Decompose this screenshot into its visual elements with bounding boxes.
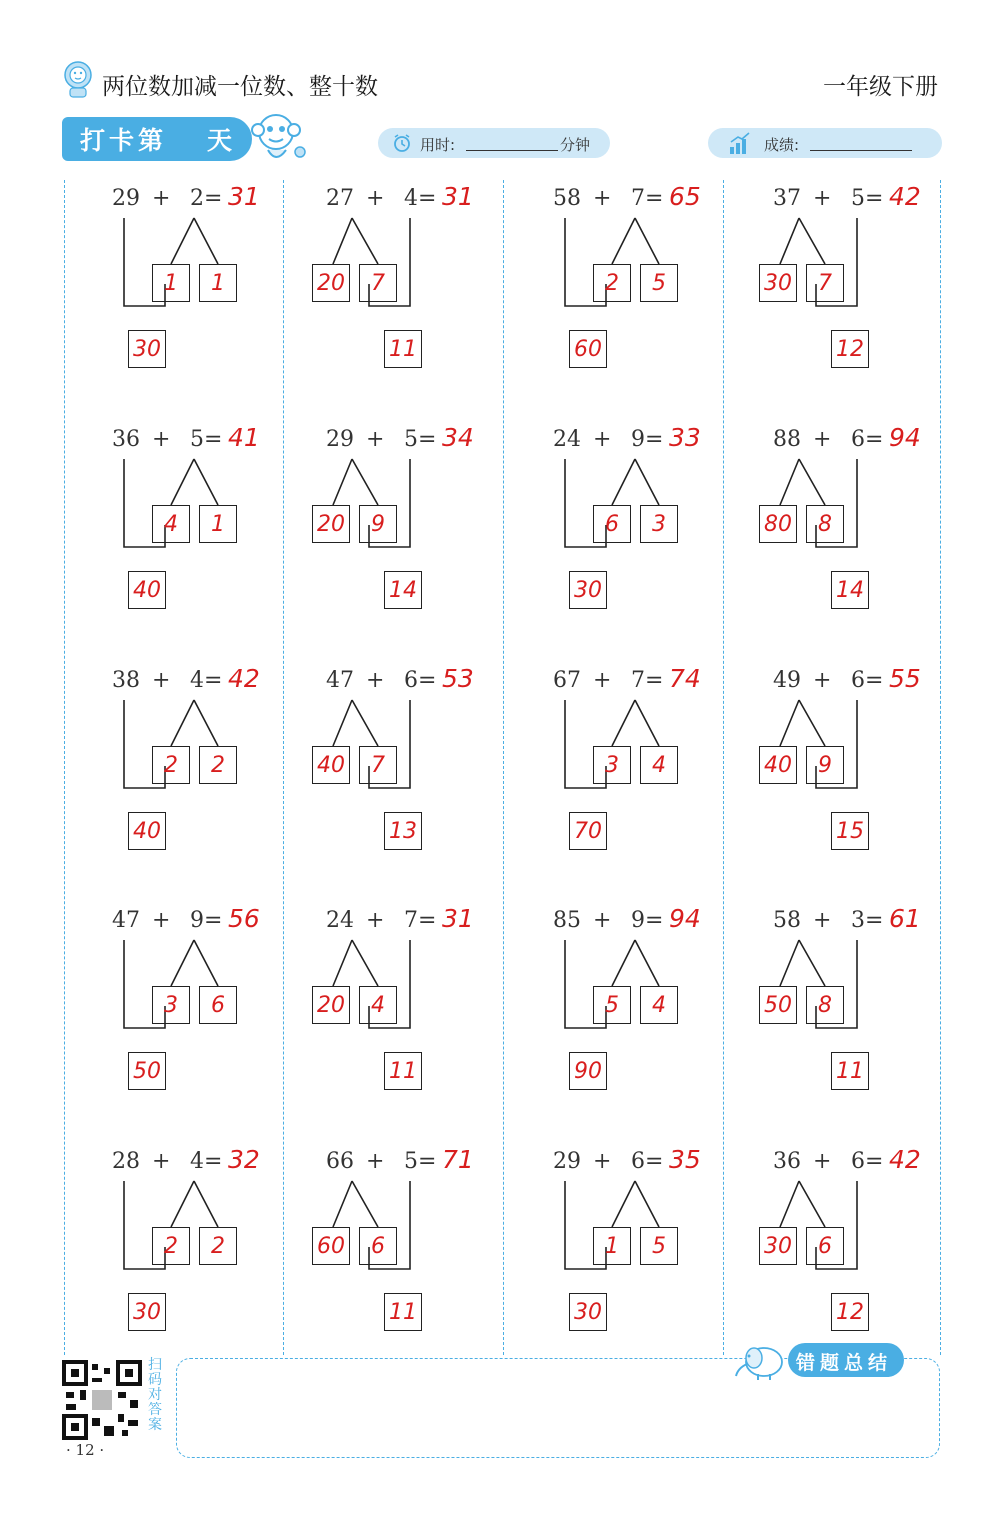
problem-block bbox=[553, 1145, 723, 1339]
partial-sum-box-value: 15 bbox=[836, 818, 864, 844]
problem-block bbox=[553, 664, 723, 858]
part-box-value: 8 bbox=[818, 511, 832, 537]
partial-sum-box[interactable] bbox=[128, 330, 166, 368]
addend-a: 24 bbox=[553, 427, 581, 452]
part-box-value: 20 bbox=[317, 992, 345, 1018]
partial-sum-box[interactable] bbox=[384, 330, 422, 368]
addend-b: 6 bbox=[851, 1149, 865, 1174]
part-box[interactable] bbox=[806, 264, 844, 302]
part-box[interactable] bbox=[806, 1227, 844, 1265]
addend-a: 37 bbox=[773, 186, 801, 211]
part-box[interactable] bbox=[199, 505, 237, 543]
problem-block bbox=[764, 904, 943, 1098]
answer-text: 56 bbox=[228, 904, 260, 933]
time-label: 用时: bbox=[420, 136, 456, 154]
part-box-value: 50 bbox=[764, 992, 792, 1018]
part-box-value: 7 bbox=[818, 270, 832, 296]
part-box[interactable] bbox=[640, 505, 678, 543]
part-box[interactable] bbox=[152, 1227, 190, 1265]
addend-a: 36 bbox=[112, 427, 140, 452]
equals-sign: = bbox=[418, 668, 437, 693]
part-box-value: 3 bbox=[164, 992, 178, 1018]
addend-a: 24 bbox=[326, 908, 354, 933]
equals-sign: = bbox=[645, 1149, 664, 1174]
part-box-value: 6 bbox=[605, 511, 619, 537]
part-box-value: 6 bbox=[371, 1233, 385, 1259]
part-box[interactable] bbox=[312, 264, 350, 302]
partial-sum-box[interactable] bbox=[569, 1052, 607, 1090]
plus-sign: + bbox=[593, 668, 612, 693]
answer-text: 74 bbox=[669, 664, 701, 693]
part-box[interactable] bbox=[640, 986, 678, 1024]
part-box-value: 1 bbox=[211, 270, 225, 296]
answer-text: 53 bbox=[442, 664, 474, 693]
problem-block bbox=[112, 182, 282, 376]
part-box-value: 9 bbox=[371, 511, 385, 537]
elephant-icon bbox=[732, 1338, 788, 1382]
plus-sign: + bbox=[813, 427, 832, 452]
partial-sum-box-value: 90 bbox=[574, 1058, 602, 1084]
part-box-value: 1 bbox=[605, 1233, 619, 1259]
part-box-value: 5 bbox=[652, 1233, 666, 1259]
plus-sign: + bbox=[813, 908, 832, 933]
part-box-value: 40 bbox=[764, 752, 792, 778]
addend-b: 6 bbox=[851, 427, 865, 452]
part-box[interactable] bbox=[152, 986, 190, 1024]
part-box[interactable] bbox=[199, 746, 237, 784]
addend-a: 28 bbox=[112, 1149, 140, 1174]
answer-text: 33 bbox=[669, 423, 701, 452]
part-box[interactable] bbox=[806, 986, 844, 1024]
addend-b: 5 bbox=[404, 427, 418, 452]
part-box[interactable] bbox=[199, 264, 237, 302]
part-box[interactable] bbox=[359, 505, 397, 543]
equals-sign: = bbox=[418, 1149, 437, 1174]
part-box-value: 20 bbox=[317, 270, 345, 296]
plus-sign: + bbox=[152, 1149, 171, 1174]
bar-chart-icon bbox=[728, 130, 752, 156]
equals-sign: = bbox=[865, 908, 884, 933]
problem-block bbox=[764, 1145, 943, 1339]
partial-sum-box-value: 70 bbox=[574, 818, 602, 844]
part-box-value: 5 bbox=[605, 992, 619, 1018]
partial-sum-box[interactable] bbox=[569, 812, 607, 850]
equals-sign: = bbox=[865, 1149, 884, 1174]
addend-b: 7 bbox=[631, 668, 645, 693]
part-box-value: 30 bbox=[764, 1233, 792, 1259]
addend-a: 36 bbox=[773, 1149, 801, 1174]
plus-sign: + bbox=[813, 668, 832, 693]
equals-sign: = bbox=[645, 668, 664, 693]
part-box-value: 7 bbox=[371, 270, 385, 296]
answer-text: 42 bbox=[889, 182, 921, 211]
addend-a: 47 bbox=[326, 668, 354, 693]
part-box[interactable] bbox=[806, 505, 844, 543]
equals-sign: = bbox=[645, 427, 664, 452]
partial-sum-box[interactable] bbox=[831, 330, 869, 368]
part-box-value: 20 bbox=[317, 511, 345, 537]
addend-a: 67 bbox=[553, 668, 581, 693]
part-box[interactable] bbox=[640, 746, 678, 784]
column-divider bbox=[503, 180, 504, 1355]
part-box[interactable] bbox=[759, 505, 797, 543]
lion-logo-icon bbox=[62, 60, 94, 98]
partial-sum-box[interactable] bbox=[384, 812, 422, 850]
partial-sum-box[interactable] bbox=[831, 1293, 869, 1331]
answer-text: 31 bbox=[228, 182, 260, 211]
column-divider bbox=[283, 180, 284, 1355]
partial-sum-box-value: 13 bbox=[389, 818, 417, 844]
partial-sum-box[interactable] bbox=[831, 571, 869, 609]
equals-sign: = bbox=[204, 1149, 223, 1174]
part-box[interactable] bbox=[759, 1227, 797, 1265]
problem-block bbox=[317, 664, 496, 858]
problem-block bbox=[764, 423, 943, 617]
part-box-value: 8 bbox=[818, 992, 832, 1018]
part-box[interactable] bbox=[593, 746, 631, 784]
plus-sign: + bbox=[593, 427, 612, 452]
partial-sum-box[interactable] bbox=[128, 1293, 166, 1331]
addend-b: 4 bbox=[404, 186, 418, 211]
partial-sum-box[interactable] bbox=[831, 1052, 869, 1090]
equals-sign: = bbox=[418, 186, 437, 211]
addend-b: 7 bbox=[404, 908, 418, 933]
addend-b: 2 bbox=[190, 186, 204, 211]
part-box[interactable] bbox=[359, 986, 397, 1024]
plus-sign: + bbox=[152, 668, 171, 693]
part-box-value: 3 bbox=[605, 752, 619, 778]
plus-sign: + bbox=[366, 668, 385, 693]
addend-b: 9 bbox=[190, 908, 204, 933]
answer-text: 34 bbox=[442, 423, 474, 452]
partial-sum-box[interactable] bbox=[128, 1052, 166, 1090]
answer-text: 94 bbox=[889, 423, 921, 452]
part-box[interactable] bbox=[806, 746, 844, 784]
addend-a: 29 bbox=[326, 427, 354, 452]
part-box[interactable] bbox=[152, 505, 190, 543]
problem-block bbox=[553, 182, 723, 376]
addend-b: 4 bbox=[190, 668, 204, 693]
problem-block bbox=[764, 664, 943, 858]
partial-sum-box[interactable] bbox=[384, 1052, 422, 1090]
addend-a: 27 bbox=[326, 186, 354, 211]
problem-block bbox=[112, 904, 282, 1098]
equals-sign: = bbox=[865, 186, 884, 211]
part-box[interactable] bbox=[199, 1227, 237, 1265]
addend-a: 47 bbox=[112, 908, 140, 933]
equals-sign: = bbox=[204, 908, 223, 933]
answer-text: 41 bbox=[228, 423, 260, 452]
partial-sum-box[interactable] bbox=[128, 571, 166, 609]
part-box[interactable] bbox=[312, 986, 350, 1024]
partial-sum-box-value: 11 bbox=[389, 336, 417, 362]
partial-sum-box[interactable] bbox=[831, 812, 869, 850]
addend-b: 9 bbox=[631, 427, 645, 452]
plus-sign: + bbox=[366, 908, 385, 933]
partial-sum-box[interactable] bbox=[569, 330, 607, 368]
answer-text: 42 bbox=[889, 1145, 921, 1174]
answer-text: 35 bbox=[669, 1145, 701, 1174]
addend-b: 9 bbox=[631, 908, 645, 933]
part-box[interactable] bbox=[312, 505, 350, 543]
partial-sum-box-value: 30 bbox=[133, 1299, 161, 1325]
addend-a: 66 bbox=[326, 1149, 354, 1174]
problem-block bbox=[553, 423, 723, 617]
problem-block bbox=[317, 182, 496, 376]
problem-block bbox=[553, 904, 723, 1098]
qr-code-icon bbox=[62, 1360, 142, 1440]
part-box[interactable] bbox=[312, 746, 350, 784]
part-box-value: 2 bbox=[164, 752, 178, 778]
answer-text: 71 bbox=[442, 1145, 474, 1174]
plus-sign: + bbox=[593, 1149, 612, 1174]
partial-sum-box-value: 11 bbox=[389, 1058, 417, 1084]
part-box[interactable] bbox=[640, 264, 678, 302]
problem-block bbox=[317, 423, 496, 617]
part-box[interactable] bbox=[759, 746, 797, 784]
part-box[interactable] bbox=[593, 264, 631, 302]
addend-b: 3 bbox=[851, 908, 865, 933]
part-box-value: 4 bbox=[371, 992, 385, 1018]
part-box-value: 1 bbox=[211, 511, 225, 537]
part-box[interactable] bbox=[152, 264, 190, 302]
monkey-mascot-icon bbox=[246, 108, 312, 168]
plus-sign: + bbox=[366, 186, 385, 211]
part-box-value: 40 bbox=[317, 752, 345, 778]
grade-label: 一年级下册 bbox=[823, 74, 938, 100]
plus-sign: + bbox=[366, 1149, 385, 1174]
answer-text: 31 bbox=[442, 182, 474, 211]
addend-b: 6 bbox=[631, 1149, 645, 1174]
part-box-value: 4 bbox=[164, 511, 178, 537]
addend-a: 85 bbox=[553, 908, 581, 933]
part-box-value: 7 bbox=[371, 752, 385, 778]
partial-sum-box-value: 14 bbox=[836, 577, 864, 603]
equals-sign: = bbox=[865, 668, 884, 693]
equals-sign: = bbox=[418, 427, 437, 452]
partial-sum-box[interactable] bbox=[128, 812, 166, 850]
partial-sum-box-value: 11 bbox=[836, 1058, 864, 1084]
partial-sum-box[interactable] bbox=[569, 571, 607, 609]
answer-text: 32 bbox=[228, 1145, 260, 1174]
addend-b: 5 bbox=[190, 427, 204, 452]
part-box-value: 6 bbox=[818, 1233, 832, 1259]
problem-block bbox=[764, 182, 943, 376]
part-box-value: 5 bbox=[652, 270, 666, 296]
addend-a: 58 bbox=[553, 186, 581, 211]
part-box-value: 2 bbox=[211, 1233, 225, 1259]
addend-a: 38 bbox=[112, 668, 140, 693]
plus-sign: + bbox=[813, 1149, 832, 1174]
part-box[interactable] bbox=[359, 1227, 397, 1265]
mistake-summary-label: 错题总结 bbox=[796, 1352, 893, 1374]
part-box[interactable] bbox=[593, 986, 631, 1024]
addend-b: 5 bbox=[851, 186, 865, 211]
partial-sum-box-value: 14 bbox=[389, 577, 417, 603]
part-box[interactable] bbox=[759, 986, 797, 1024]
equals-sign: = bbox=[865, 427, 884, 452]
addend-b: 7 bbox=[631, 186, 645, 211]
checkin-label: 打卡第 bbox=[80, 126, 168, 155]
part-box-value: 9 bbox=[818, 752, 832, 778]
part-box-value: 2 bbox=[211, 752, 225, 778]
partial-sum-box[interactable] bbox=[384, 1293, 422, 1331]
part-box-value: 6 bbox=[211, 992, 225, 1018]
addend-a: 29 bbox=[553, 1149, 581, 1174]
plus-sign: + bbox=[366, 427, 385, 452]
part-box[interactable] bbox=[152, 746, 190, 784]
column-divider bbox=[64, 180, 65, 1355]
plus-sign: + bbox=[593, 186, 612, 211]
part-box-value: 4 bbox=[652, 992, 666, 1018]
page-number: · 12 · bbox=[66, 1441, 105, 1459]
equals-sign: = bbox=[645, 186, 664, 211]
addend-b: 6 bbox=[851, 668, 865, 693]
addend-b: 5 bbox=[404, 1149, 418, 1174]
problem-block bbox=[317, 1145, 496, 1339]
equals-sign: = bbox=[645, 908, 664, 933]
addend-b: 4 bbox=[190, 1149, 204, 1174]
part-box[interactable] bbox=[593, 1227, 631, 1265]
part-box-value: 2 bbox=[605, 270, 619, 296]
score-input-line[interactable] bbox=[810, 136, 912, 151]
answer-text: 94 bbox=[669, 904, 701, 933]
page-title: 两位数加减一位数、整十数 bbox=[102, 74, 378, 100]
problem-block bbox=[112, 423, 282, 617]
plus-sign: + bbox=[152, 427, 171, 452]
plus-sign: + bbox=[152, 908, 171, 933]
plus-sign: + bbox=[593, 908, 612, 933]
answer-text: 31 bbox=[442, 904, 474, 933]
part-box[interactable] bbox=[640, 1227, 678, 1265]
score-label: 成绩: bbox=[764, 136, 800, 154]
part-box-value: 2 bbox=[164, 1233, 178, 1259]
partial-sum-box-value: 40 bbox=[133, 577, 161, 603]
answer-text: 65 bbox=[669, 182, 701, 211]
part-box[interactable] bbox=[759, 264, 797, 302]
partial-sum-box-value: 30 bbox=[133, 336, 161, 362]
answer-text: 61 bbox=[889, 904, 921, 933]
plus-sign: + bbox=[152, 186, 171, 211]
addend-a: 29 bbox=[112, 186, 140, 211]
time-input-line[interactable] bbox=[466, 136, 558, 151]
scan-answer-label: 扫码对答案 bbox=[148, 1357, 162, 1433]
checkin-day-label: 天 bbox=[207, 126, 233, 155]
partial-sum-box[interactable] bbox=[384, 571, 422, 609]
part-box-value: 3 bbox=[652, 511, 666, 537]
partial-sum-box[interactable] bbox=[569, 1293, 607, 1331]
plus-sign: + bbox=[813, 186, 832, 211]
part-box-value: 1 bbox=[164, 270, 178, 296]
answer-text: 42 bbox=[228, 664, 260, 693]
problem-block bbox=[112, 664, 282, 858]
equals-sign: = bbox=[204, 427, 223, 452]
partial-sum-box-value: 30 bbox=[574, 1299, 602, 1325]
partial-sum-box-value: 11 bbox=[389, 1299, 417, 1325]
partial-sum-box-value: 40 bbox=[133, 818, 161, 844]
part-box[interactable] bbox=[593, 505, 631, 543]
addend-b: 6 bbox=[404, 668, 418, 693]
answer-text: 55 bbox=[889, 664, 921, 693]
time-unit: 分钟 bbox=[560, 136, 591, 154]
part-box[interactable] bbox=[359, 264, 397, 302]
problem-block bbox=[317, 904, 496, 1098]
part-box-value: 4 bbox=[652, 752, 666, 778]
partial-sum-box-value: 30 bbox=[574, 577, 602, 603]
equals-sign: = bbox=[204, 186, 223, 211]
addend-a: 49 bbox=[773, 668, 801, 693]
alarm-clock-icon bbox=[392, 133, 412, 153]
column-divider bbox=[723, 180, 724, 1355]
addend-a: 88 bbox=[773, 427, 801, 452]
partial-sum-box-value: 12 bbox=[836, 1299, 864, 1325]
part-box[interactable] bbox=[312, 1227, 350, 1265]
part-box-value: 80 bbox=[764, 511, 792, 537]
part-box-value: 30 bbox=[764, 270, 792, 296]
partial-sum-box-value: 60 bbox=[574, 336, 602, 362]
part-box[interactable] bbox=[359, 746, 397, 784]
part-box[interactable] bbox=[199, 986, 237, 1024]
equals-sign: = bbox=[204, 668, 223, 693]
partial-sum-box-value: 12 bbox=[836, 336, 864, 362]
part-box-value: 60 bbox=[317, 1233, 345, 1259]
partial-sum-box-value: 50 bbox=[133, 1058, 161, 1084]
problem-block bbox=[112, 1145, 282, 1339]
equals-sign: = bbox=[418, 908, 437, 933]
addend-a: 58 bbox=[773, 908, 801, 933]
